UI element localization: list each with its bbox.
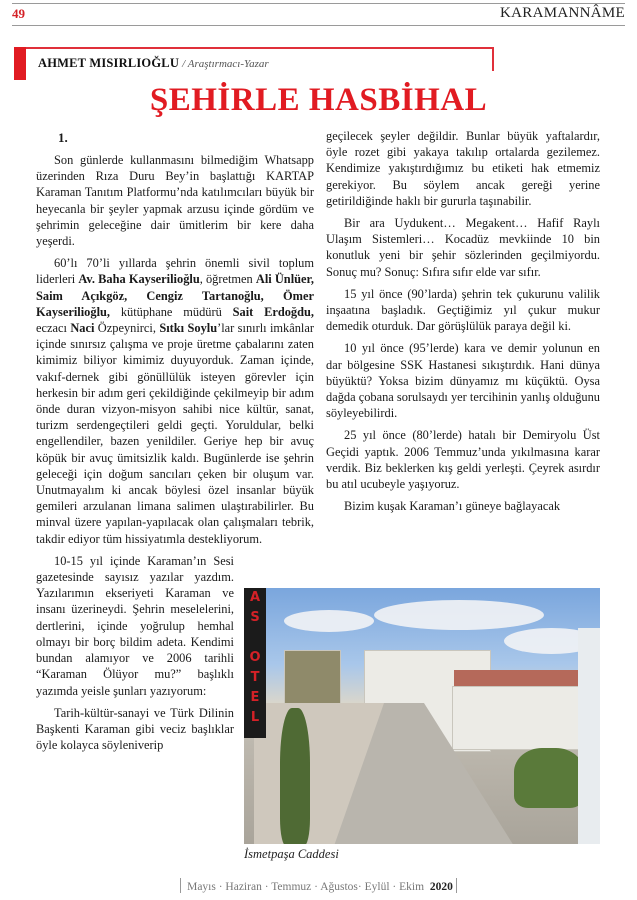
roof [454, 670, 594, 686]
paragraph-text: 60’lı 70’li yıllarda şehrin önemli sivil toplum liderleri [36, 256, 314, 287]
trees [280, 708, 310, 844]
paragraph-text: eczacı [36, 321, 71, 336]
page-number: 49 [12, 6, 25, 21]
building [452, 686, 594, 750]
sign-letter: S [250, 610, 260, 625]
person-name: Ali Ünlüer, Saim Açıkgöz, Cengiz Tartanoğlu, Ömer Kayserilioğlu, [36, 272, 314, 319]
header-top-rule [12, 3, 625, 4]
byline [38, 56, 269, 71]
paragraph-text: ’lar sınırlı imkânlar içinde sınırsız çalışma ve proje üretme çabalarını zaten kimimiz biliyor kimimiz duyuyorduk. Zaman içinde, vakıf-dernek gibi gönüllülük isteyen görevler için herkesin bir adım geri çekildiğinde çekilmeyip bir adım önde duran vizyon-misyon sahibi nice kültür, sanat, turizm serdengeçtileri geldi geçti. Yoruldular, belki engellendiler, bazen yenildiler. Geriye hep bir avuç köpük bir avuç ümitsizlik kaldı. Bugünlerde ise şehrin geleceği için doğum sancıları çeken bir oluşum var. Unutmayalım ki ancak böylesi özel insanlar büyük gemileri arzulanan limana salimen ulaştırabilirler. Bu minval üzere yapılan-yapılacak olan çalışmaları tebrik, takdir ediyor tüm hissiyatımla destekliyorum. [36, 321, 315, 546]
wall [578, 628, 600, 844]
person-name: Naci [70, 321, 95, 336]
sign-letter: A [249, 590, 261, 605]
paragraph: Bir ara Uydukent… Megakent… Hafif Raylı Ulaşım Sistemleri… Kocadüz mevkiinde 10 bin konutluk yeni bir şehir sözlerinden geçilmiyordu. Sonuç mu? Sonuç: Sıfıra sıfır elde var sıfır. [326, 216, 600, 279]
footer [0, 878, 637, 895]
person-name: Sait Erdoğdu, [232, 304, 315, 319]
byline-accent-bar [14, 47, 26, 80]
paragraph-text: , öğretmen [199, 272, 256, 287]
paragraph-text: kütüphane müdürü [110, 304, 233, 319]
article-title: ŞEHİRLE HASBİHAL [149, 82, 488, 118]
footer-divider [456, 878, 457, 893]
issue-year: 2020 [429, 881, 453, 893]
sign-letter: O [249, 650, 261, 665]
person-name: Av. Baha Kayserilioğlu [78, 272, 200, 287]
person-name: Sıtkı Soylu [159, 321, 218, 336]
paragraph: Tarih-kültür-sanayi ve Türk Dilinin Başkenti Karaman gibi veciz başlıklar öyle kolayca söyleniverip [36, 705, 234, 753]
building [284, 650, 341, 707]
paragraph [36, 255, 314, 547]
sign-letter: E [250, 690, 260, 705]
street-photo [244, 588, 600, 844]
sign-letter: T [250, 670, 260, 685]
issue-months: Mayıs · Haziran · Temmuz · Ağustos· Eylül · Ekim [187, 881, 425, 893]
paragraph: 10 yıl önce (95’lerde) kara ve demir yolunun en dar bölgesine SSK Hastanesi sıkıştırdık. Hani dünya büyüktü? Yoksa bizim dünyamız mı küçüktü. Oysa dağda çobana sorulsaydı yer tercihinin yanlış olduğunu söyleyebilirdi. [326, 341, 600, 421]
cloud [284, 610, 374, 632]
sign-letter: L [250, 710, 260, 725]
paragraph: Bizim kuşak Karaman’ı güneye bağlayacak [344, 499, 561, 514]
paragraph: Son günlerde kullanmasını bilmediğim Whatsapp üzerinden Rıza Duru Bey’in başlattığı KARTAP Karaman Tanıtım Platformu’nda katılımcıları büyük bir heyecanla bir şeyler yapmak arzusu içinde gördüm ve şehrimin geleceğine dair ümitlerim bir kere daha yeşerdi. [36, 153, 314, 249]
author-name: AHMET MISIRLIOĞLU [38, 56, 180, 70]
trees [514, 748, 584, 808]
magazine-name: KARAMANNÂME [500, 5, 625, 21]
header-bottom-rule [12, 25, 625, 26]
footer-divider [180, 878, 181, 893]
photo-caption: İsmetpaşa Caddesi [244, 847, 339, 861]
paragraph-text: Özpeynirci, [94, 321, 160, 336]
paragraph: 25 yıl önce (80’lerde) hatalı bir Demiryolu Üst Geçidi yaptık. 2006 Temmuz’unda yıkılmasına karar verdik. Biz beklerken kış geldi yerleşti. Çeyrek asırdır bu atıl ucubeyle yaşıyoruz. [326, 428, 600, 492]
section-number: 1. [58, 130, 68, 145]
cloud [374, 600, 544, 630]
article-right-column [326, 128, 600, 520]
paragraph: 10-15 yıl içinde Karaman’ın Sesi gazetesinde sayısız yazılar yazdım. Yazılarımın ekseriyeti Karaman ve insanı üzerineydi. Şehrin meselelerini, dertlerini, içinde yoğrulup hemhal olmayı bir borç bildim adeta. Kendimi bundan alamıyor ve 2006 tarihli “Karaman Ölüyor mu?” başlıklı yazımda yeisle şunları yazıyorum: [36, 553, 234, 698]
author-role: / Araştırmacı-Yazar [182, 58, 269, 70]
paragraph: 15 yıl önce (90’larda) şehrin tek çukurunu valilik inşaatına başladık. Geçtiğimiz yıl çukur mukur demedik oturduk. Dar görüşlülük paraya değil ki. [326, 286, 600, 334]
hotel-sign [244, 588, 266, 738]
paragraph: geçilecek şeyler değildir. Bunlar büyük yaftalardır, öyle rozet gibi yakaya takılıp ortalarda gezilemez. Kendimize yakıştırdığımız bu etiketi hak etmemiz gerekiyor. Bu söylem ancak gereği yerine getirildiğinde haklı bir gururla taşınabilir. [326, 129, 600, 208]
